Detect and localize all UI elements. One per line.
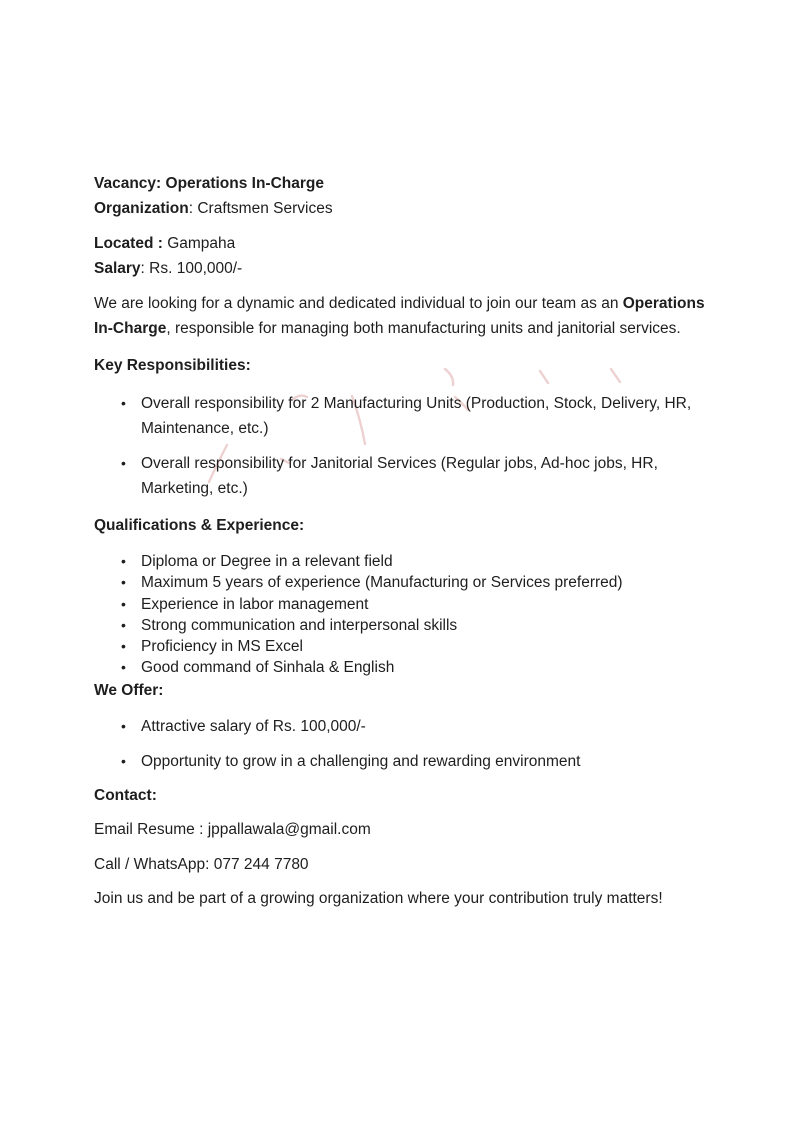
we-offer-heading: We Offer: (94, 681, 164, 699)
vacancy-title: Vacancy: Operations In-Charge (94, 175, 324, 192)
list-item: • Maximum 5 years of experience (Manufacturing or Services preferred) (94, 572, 708, 593)
document-content (94, 172, 708, 911)
salary-value: : Rs. 100,000/- (140, 260, 243, 277)
located-label: Located : (94, 235, 163, 252)
intro-text-2: , responsible for managing both manufacturing units and janitorial services. (166, 319, 681, 337)
key-responsibilities-heading: Key Responsibilities: (94, 357, 251, 374)
located-line (94, 231, 708, 256)
list-item: • Overall responsibility for Janitorial Services (Regular jobs, Ad-hoc jobs, HR, Marketing, etc.) (94, 451, 708, 501)
salary-label: Salary (94, 260, 141, 277)
qualifications-list (94, 551, 708, 679)
intro-role-bold: Operations In-Charge (94, 295, 705, 337)
organization-value: : Craftsmen Services (188, 199, 333, 217)
contact-email-line: Email Resume : jppallawala@gmail.com (94, 821, 371, 839)
intro-paragraph (94, 292, 708, 341)
list-item: • Opportunity to grow in a challenging and rewarding environment (94, 749, 708, 774)
list-item: • Strong communication and interpersonal skills (94, 615, 708, 636)
contact-phone-line: Call / WhatsApp: 077 244 7780 (94, 855, 309, 873)
list-item: • Experience in labor management (94, 594, 708, 615)
list-item: • Overall responsibility for 2 Manufacturing Units (Production, Stock, Delivery, HR, Maintenance, etc.) (94, 391, 708, 441)
contact-heading: Contact: (94, 786, 157, 804)
located-value: Gampaha (162, 235, 236, 252)
qualifications-heading: Qualifications & Experience: (94, 517, 305, 534)
list-item: • Diploma or Degree in a relevant field (94, 551, 708, 572)
list-item: • Good command of Sinhala & English (94, 657, 708, 678)
key-responsibilities-list (94, 391, 708, 501)
organization-line (94, 197, 708, 222)
intro-text-1: We are looking for a dynamic and dedicated individual to join our team as an (94, 295, 623, 312)
list-item: • Attractive salary of Rs. 100,000/- (94, 714, 708, 739)
closing-line: Join us and be part of a growing organization where your contribution truly matters! (94, 890, 663, 908)
we-offer-list (94, 714, 708, 774)
organization-label: Organization (94, 199, 189, 217)
salary-line (94, 256, 708, 281)
list-item: • Proficiency in MS Excel (94, 636, 708, 657)
